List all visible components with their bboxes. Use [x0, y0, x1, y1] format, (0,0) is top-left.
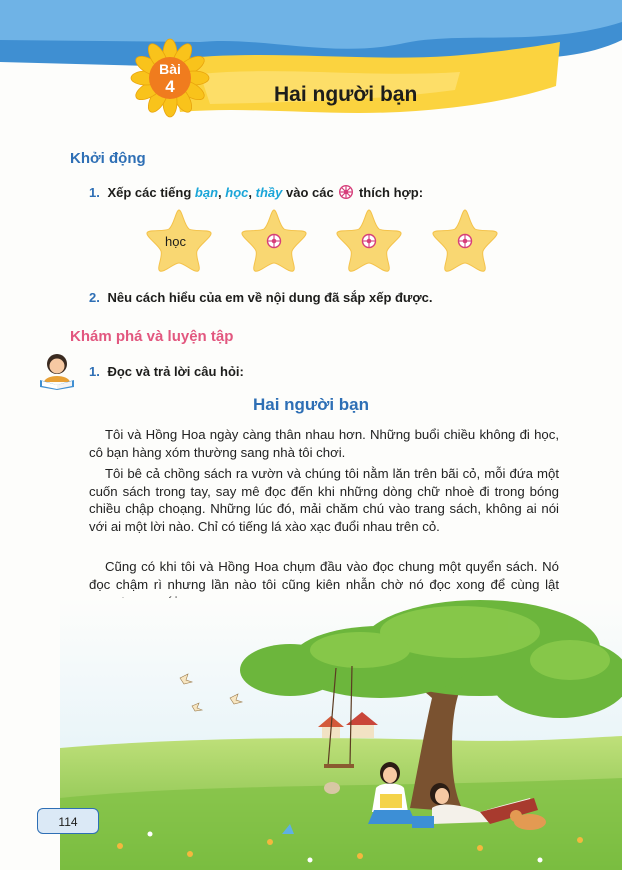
star-slot-2 [239, 207, 309, 273]
story-paragraph-3: Cũng có khi tôi và Hồng Hoa chụm đầu vào đọc chung một quyển sách. Nó đọc chậm rì nhưng lần nào tôi cũng kiên nhẫn chờ nó đọc xong để cùng lật [89, 559, 559, 592]
illustration-children-reading-under-tree [60, 598, 622, 870]
explore-question-1 [89, 364, 244, 379]
question-prefix: Xếp các tiếng [107, 185, 192, 200]
badge-word: Bài [159, 61, 181, 77]
star-slot-4 [430, 207, 500, 273]
page-number: 114 [37, 808, 99, 834]
question-text: Đọc và trả lời câu hỏi: [107, 364, 244, 379]
keyword-ban: bạn [194, 185, 219, 200]
header-wave-decoration [0, 0, 622, 140]
question-suffix: thích hợp: [358, 185, 424, 200]
story-paragraph-1: Tôi và Hồng Hoa ngày càng thân nhau hơn. Những buổi chiều không đi học, cô bạn hàng xóm thường sang nhà tôi chơi. [89, 427, 559, 460]
flower-icon [339, 185, 353, 199]
question-number: 2. [89, 290, 100, 305]
question-text: Nêu cách hiểu của em về nội dung đã sắp xếp được. [107, 290, 433, 305]
question-number: 1. [89, 364, 100, 379]
keyword-hoc: học [225, 185, 249, 200]
question-number: 1. [89, 185, 100, 200]
story-title: Hai người bạn [252, 395, 369, 414]
story-paragraph-2: Tôi bê cả chồng sách ra vườn và chúng tôi nằm lăn trên bãi cỏ, mỗi đứa một cuốn sách trong tay, say mê đọc đến khi những dòng chữ nhoè đi trong bóng chiều chập choạng. Những lúc đó, mải chăm chú vào trang sách, không ai nói với ai một lời nào. Chỉ có tiếng lá xào xạc đuổi nhau trên cỏ. [89, 466, 559, 534]
explore-heading: Khám phá và luyện tập [70, 328, 234, 345]
keyword-thay: thầy [255, 185, 283, 200]
warmup-question-2 [89, 290, 432, 305]
question-middle: vào các [285, 185, 334, 200]
lesson-title: Hai người bạn [274, 83, 418, 106]
star-word-hoc: học [165, 234, 186, 249]
badge-number: 4 [165, 77, 175, 96]
reading-child-icon [36, 352, 78, 390]
lesson-badge-label [150, 60, 190, 96]
warmup-question-1: 1. Xếp các tiếng bạn, học, thầy vào các thích hợp: [89, 185, 424, 200]
warmup-heading: Khởi động [70, 150, 146, 167]
star-slot-3 [334, 207, 404, 273]
